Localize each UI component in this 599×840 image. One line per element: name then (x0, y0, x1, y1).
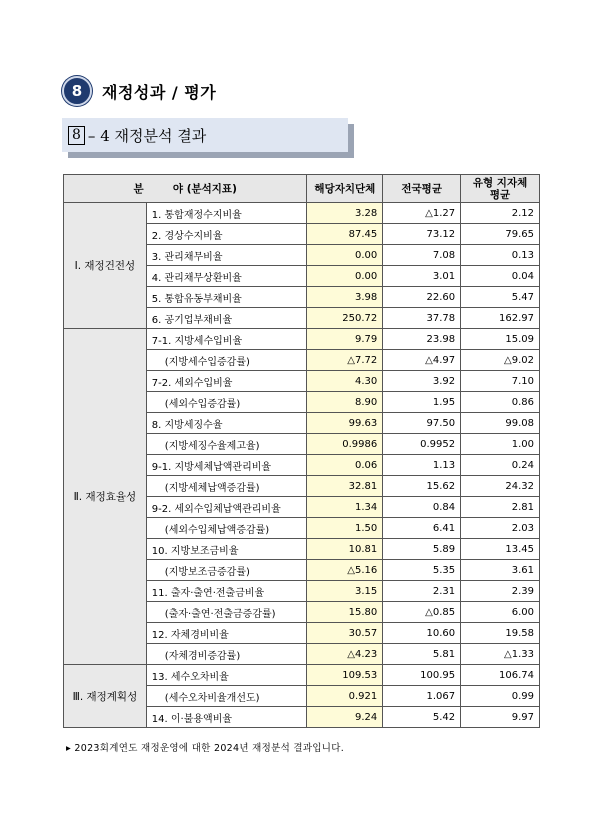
header-category: 분 야 (분석지표) (64, 175, 307, 203)
type-avg-cell: 6.00 (461, 602, 540, 623)
type-avg-cell: 13.45 (461, 539, 540, 560)
type-avg-cell: 162.97 (461, 308, 540, 329)
type-avg-cell: 19.58 (461, 623, 540, 644)
local-value-cell: 15.80 (307, 602, 383, 623)
local-value-cell: 0.00 (307, 245, 383, 266)
indicator-cell: 6. 공기업부채비율 (146, 308, 307, 329)
subsection-title: – 4 재정분석 결과 (87, 126, 207, 145)
national-avg-cell: 97.50 (383, 413, 461, 434)
local-value-cell: 32.81 (307, 476, 383, 497)
type-avg-cell: 0.13 (461, 245, 540, 266)
table-row (64, 665, 540, 686)
indicator-cell: (지방세징수율제고율) (146, 434, 307, 455)
type-avg-cell: 1.00 (461, 434, 540, 455)
national-avg-cell: 1.95 (383, 392, 461, 413)
type-avg-cell: 106.74 (461, 665, 540, 686)
indicator-cell: 11. 출자·출연·전출금비율 (146, 581, 307, 602)
indicator-cell: (지방보조금증감률) (146, 560, 307, 581)
national-avg-cell: 37.78 (383, 308, 461, 329)
indicator-cell: 8. 지방세징수율 (146, 413, 307, 434)
local-value-cell: 10.81 (307, 539, 383, 560)
indicator-cell: (지방세체납액증감률) (146, 476, 307, 497)
national-avg-cell: △1.27 (383, 203, 461, 224)
national-avg-cell: 5.89 (383, 539, 461, 560)
footnote: ▸ 2023회계연도 재정운영에 대한 2024년 재정분석 결과입니다. (66, 743, 345, 754)
category-cell: Ⅱ. 재정효율성 (64, 329, 147, 665)
indicator-cell: 4. 관리채무상환비율 (146, 266, 307, 287)
national-avg-cell: △0.85 (383, 602, 461, 623)
indicator-cell: 9-2. 세외수입체납액관리비율 (146, 497, 307, 518)
indicator-cell: 7-1. 지방세수입비율 (146, 329, 307, 350)
type-avg-cell: △9.02 (461, 350, 540, 371)
national-avg-cell: 6.41 (383, 518, 461, 539)
type-avg-cell: 2.03 (461, 518, 540, 539)
type-avg-cell: 3.61 (461, 560, 540, 581)
indicator-cell: (지방세수입증감률) (146, 350, 307, 371)
indicator-cell: 7-2. 세외수입비율 (146, 371, 307, 392)
type-avg-cell: 99.08 (461, 413, 540, 434)
category-cell: Ⅲ. 재정계획성 (64, 665, 147, 728)
indicator-cell: 10. 지방보조금비율 (146, 539, 307, 560)
subsection-header (62, 118, 348, 152)
national-avg-cell: 100.95 (383, 665, 461, 686)
national-avg-cell: 3.92 (383, 371, 461, 392)
indicator-cell: (자체경비증감률) (146, 644, 307, 665)
table-header-row (64, 175, 540, 203)
national-avg-cell: 1.067 (383, 686, 461, 707)
local-value-cell: 0.06 (307, 455, 383, 476)
national-avg-cell: 3.01 (383, 266, 461, 287)
local-value-cell: 87.45 (307, 224, 383, 245)
national-avg-cell: △4.97 (383, 350, 461, 371)
indicator-cell: 5. 통합유동부채비율 (146, 287, 307, 308)
local-value-cell: 0.9986 (307, 434, 383, 455)
type-avg-cell: 7.10 (461, 371, 540, 392)
local-value-cell: 1.34 (307, 497, 383, 518)
national-avg-cell: 1.13 (383, 455, 461, 476)
indicator-cell: 3. 관리채무비율 (146, 245, 307, 266)
section-number-badge: 8 (62, 76, 92, 106)
local-value-cell: 8.90 (307, 392, 383, 413)
national-avg-cell: 15.62 (383, 476, 461, 497)
national-avg-cell: 0.84 (383, 497, 461, 518)
type-avg-cell: 0.86 (461, 392, 540, 413)
section-header (62, 76, 216, 106)
national-avg-cell: 7.08 (383, 245, 461, 266)
indicator-cell: 2. 경상수지비율 (146, 224, 307, 245)
national-avg-cell: 2.31 (383, 581, 461, 602)
local-value-cell: 250.72 (307, 308, 383, 329)
header-national: 전국평균 (383, 175, 461, 203)
national-avg-cell: 10.60 (383, 623, 461, 644)
local-value-cell: 4.30 (307, 371, 383, 392)
local-value-cell: △7.72 (307, 350, 383, 371)
local-value-cell: 99.63 (307, 413, 383, 434)
indicator-cell: 12. 자체경비비율 (146, 623, 307, 644)
local-value-cell: 0.921 (307, 686, 383, 707)
indicator-cell: 14. 이·불용액비율 (146, 707, 307, 728)
type-avg-cell: △1.33 (461, 644, 540, 665)
national-avg-cell: 23.98 (383, 329, 461, 350)
type-avg-cell: 24.32 (461, 476, 540, 497)
type-avg-cell: 0.99 (461, 686, 540, 707)
indicator-cell: (세수오차비율개선도) (146, 686, 307, 707)
indicator-cell: (세외수입증감률) (146, 392, 307, 413)
type-avg-cell: 2.81 (461, 497, 540, 518)
local-value-cell: △4.23 (307, 644, 383, 665)
national-avg-cell: 22.60 (383, 287, 461, 308)
type-avg-cell: 9.97 (461, 707, 540, 728)
local-value-cell: 3.28 (307, 203, 383, 224)
type-avg-cell: 0.24 (461, 455, 540, 476)
local-value-cell: 109.53 (307, 665, 383, 686)
national-avg-cell: 5.42 (383, 707, 461, 728)
type-avg-cell: 15.09 (461, 329, 540, 350)
local-value-cell: 9.79 (307, 329, 383, 350)
local-value-cell: 1.50 (307, 518, 383, 539)
table-row (64, 329, 540, 350)
header-local: 해당자치단체 (307, 175, 383, 203)
indicator-cell: 1. 통합재정수지비율 (146, 203, 307, 224)
type-avg-cell: 5.47 (461, 287, 540, 308)
type-avg-cell: 2.39 (461, 581, 540, 602)
indicator-cell: 9-1. 지방세체납액관리비율 (146, 455, 307, 476)
header-type-avg: 유형 지자체 평균 (461, 175, 540, 203)
type-avg-cell: 0.04 (461, 266, 540, 287)
local-value-cell: 9.24 (307, 707, 383, 728)
financial-analysis-table (63, 174, 540, 728)
subsection-number: 8 (68, 126, 85, 145)
category-cell: Ⅰ. 재정건전성 (64, 203, 147, 329)
table-row (64, 203, 540, 224)
national-avg-cell: 0.9952 (383, 434, 461, 455)
local-value-cell: △5.16 (307, 560, 383, 581)
indicator-cell: (세외수입체납액증감률) (146, 518, 307, 539)
indicator-cell: (출자·출연·전출금증감률) (146, 602, 307, 623)
local-value-cell: 3.98 (307, 287, 383, 308)
type-avg-cell: 79.65 (461, 224, 540, 245)
local-value-cell: 0.00 (307, 266, 383, 287)
local-value-cell: 30.57 (307, 623, 383, 644)
indicator-cell: 13. 세수오차비율 (146, 665, 307, 686)
type-avg-cell: 2.12 (461, 203, 540, 224)
national-avg-cell: 5.35 (383, 560, 461, 581)
national-avg-cell: 73.12 (383, 224, 461, 245)
section-title: 재정성과 / 평가 (102, 82, 217, 102)
local-value-cell: 3.15 (307, 581, 383, 602)
national-avg-cell: 5.81 (383, 644, 461, 665)
